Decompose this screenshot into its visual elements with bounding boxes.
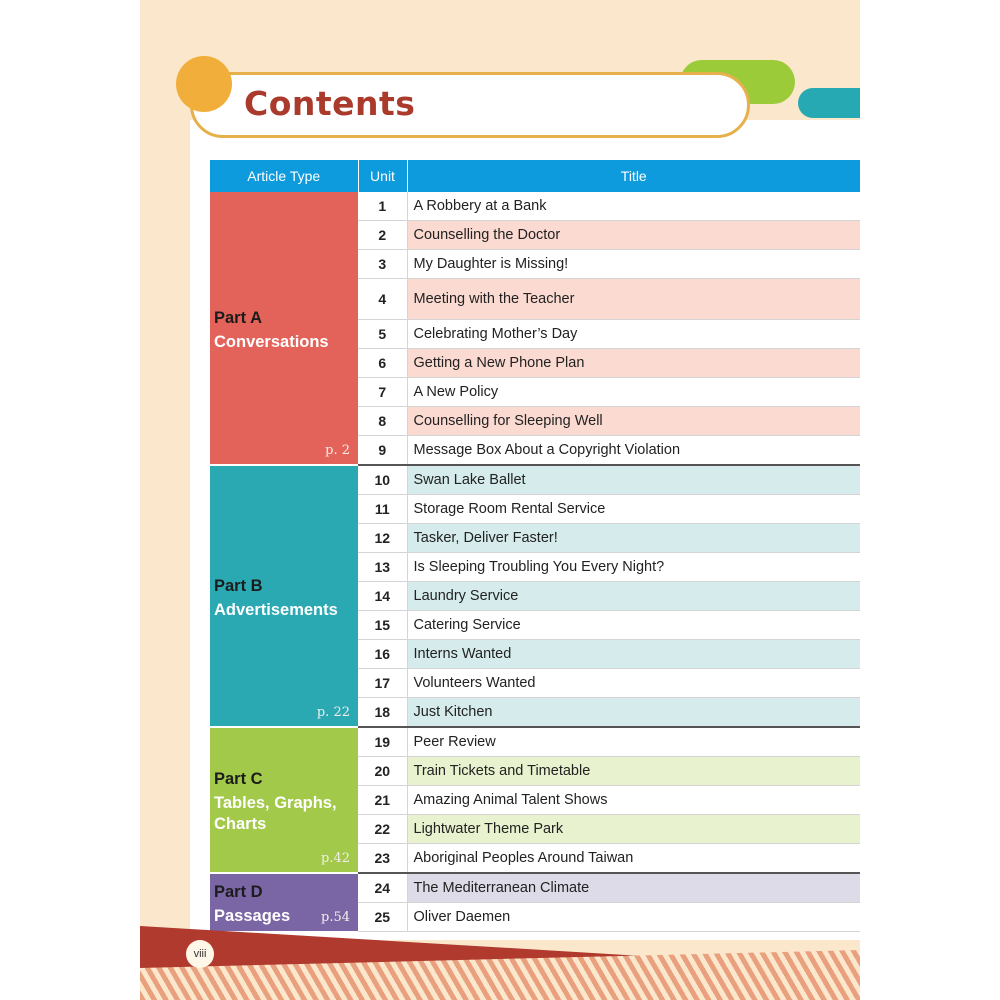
unit-number: 25 xyxy=(358,903,407,932)
header-title: Title xyxy=(407,160,860,192)
unit-number: 11 xyxy=(358,495,407,524)
unit-title[interactable]: The Mediterranean Climate xyxy=(407,873,860,903)
part-page-ref: p. 2 xyxy=(325,443,350,458)
header-article-type: Article Type xyxy=(210,160,358,192)
unit-title[interactable]: Train Tickets and Timetable xyxy=(407,757,860,786)
unit-number: 9 xyxy=(358,436,407,466)
decorative-tab-teal xyxy=(798,88,860,118)
header-unit: Unit xyxy=(358,160,407,192)
part-name: Conversations xyxy=(214,332,329,351)
unit-title[interactable]: Storage Room Rental Service xyxy=(407,495,860,524)
unit-title[interactable]: Counselling the Doctor xyxy=(407,221,860,250)
unit-number: 2 xyxy=(358,221,407,250)
unit-title[interactable]: A New Policy xyxy=(407,378,860,407)
unit-title[interactable]: Swan Lake Ballet xyxy=(407,465,860,495)
unit-title[interactable]: Lightwater Theme Park xyxy=(407,815,860,844)
unit-number: 7 xyxy=(358,378,407,407)
part-page-ref: p.42 xyxy=(321,851,350,866)
contents-table xyxy=(210,160,860,933)
page-title: Contents xyxy=(244,84,416,123)
unit-number: 19 xyxy=(358,727,407,757)
unit-number: 22 xyxy=(358,815,407,844)
unit-title[interactable]: Oliver Daemen xyxy=(407,903,860,932)
table-header-row xyxy=(210,160,860,192)
unit-number: 3 xyxy=(358,250,407,279)
unit-title[interactable]: Message Box About a Copyright Violation xyxy=(407,436,860,466)
part-page-ref: p.54 xyxy=(321,909,350,925)
part-name: Tables, Graphs, Charts xyxy=(214,794,337,833)
unit-title[interactable]: Getting a New Phone Plan xyxy=(407,349,860,378)
unit-number: 16 xyxy=(358,640,407,669)
part-a-cell xyxy=(210,192,358,465)
part-page-ref: p. 22 xyxy=(316,705,350,720)
unit-title[interactable]: Is Sleeping Troubling You Every Night? xyxy=(407,553,860,582)
unit-title[interactable]: Just Kitchen xyxy=(407,698,860,728)
page-number: viii xyxy=(186,940,214,968)
part-label: Part B xyxy=(214,576,263,595)
heading-circle-decoration xyxy=(176,56,232,112)
unit-title[interactable]: Peer Review xyxy=(407,727,860,757)
table-row[interactable] xyxy=(210,727,860,757)
part-label: Part D xyxy=(214,882,263,901)
unit-number: 13 xyxy=(358,553,407,582)
part-label: Part C xyxy=(214,770,263,788)
unit-title[interactable]: A Robbery at a Bank xyxy=(407,192,860,221)
unit-title[interactable]: Counselling for Sleeping Well xyxy=(407,407,860,436)
part-b-cell xyxy=(210,465,358,727)
unit-number: 18 xyxy=(358,698,407,728)
unit-title[interactable]: Aboriginal Peoples Around Taiwan xyxy=(407,844,860,874)
unit-number: 14 xyxy=(358,582,407,611)
unit-title[interactable]: Meeting with the Teacher xyxy=(407,279,860,320)
unit-title[interactable]: Celebrating Mother’s Day xyxy=(407,320,860,349)
part-name: Passages xyxy=(214,906,291,925)
unit-title[interactable]: Amazing Animal Talent Shows xyxy=(407,786,860,815)
unit-number: 21 xyxy=(358,786,407,815)
unit-number: 12 xyxy=(358,524,407,553)
unit-title[interactable]: Laundry Service xyxy=(407,582,860,611)
unit-number: 5 xyxy=(358,320,407,349)
unit-number: 10 xyxy=(358,465,407,495)
unit-number: 4 xyxy=(358,279,407,320)
unit-number: 24 xyxy=(358,873,407,903)
unit-title[interactable]: My Daughter is Missing! xyxy=(407,250,860,279)
table-row[interactable] xyxy=(210,192,860,221)
unit-number: 17 xyxy=(358,669,407,698)
unit-number: 23 xyxy=(358,844,407,874)
unit-title[interactable]: Catering Service xyxy=(407,611,860,640)
part-d-cell xyxy=(210,873,358,932)
unit-title[interactable]: Volunteers Wanted xyxy=(407,669,860,698)
table-row[interactable] xyxy=(210,873,860,903)
unit-number: 8 xyxy=(358,407,407,436)
unit-title[interactable]: Tasker, Deliver Faster! xyxy=(407,524,860,553)
table-row[interactable] xyxy=(210,465,860,495)
unit-number: 20 xyxy=(358,757,407,786)
unit-number: 6 xyxy=(358,349,407,378)
part-label: Part A xyxy=(214,308,262,327)
part-c-cell xyxy=(210,727,358,873)
unit-title[interactable]: Interns Wanted xyxy=(407,640,860,669)
unit-number: 15 xyxy=(358,611,407,640)
part-name: Advertisements xyxy=(214,600,338,619)
unit-number: 1 xyxy=(358,192,407,221)
